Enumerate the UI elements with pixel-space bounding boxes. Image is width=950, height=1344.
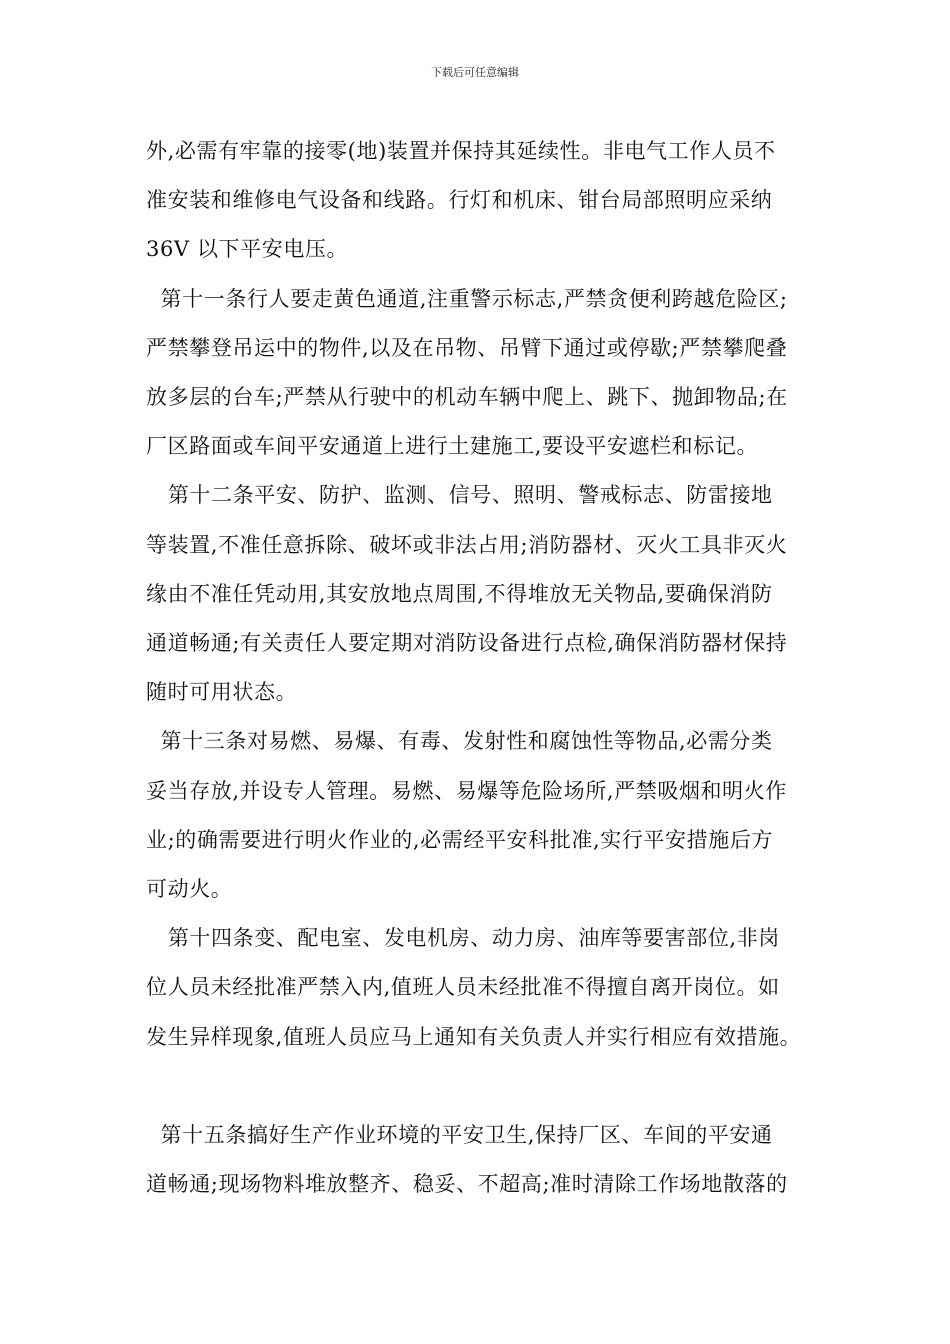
text-line: 第十一条行人要走黄色通道,注重警示标志,严禁贪便利跨越危险区; (146, 286, 788, 311)
text-line: 发生异样现象,值班人员应马上通知有关负责人并实行相应有效措施。 (146, 1024, 802, 1049)
text-line: 厂区路面或车间平安通道上进行土建施工,要设平安遮栏和标记。 (146, 434, 759, 459)
text-line: 通道畅通;有关责任人要定期对消防设备进行点检,确保消防器材保持 (146, 631, 788, 656)
text-line: 第十三条对易燃、易爆、有毒、发射性和腐蚀性等物品,必需分类 (146, 729, 773, 754)
text-line: 36V 以下平安电压。 (146, 237, 349, 262)
paragraph-electrical-safety (146, 127, 810, 275)
page-header-note: 下载后可任意编辑 (431, 66, 519, 79)
text-line: 随时可用状态。 (146, 680, 298, 705)
paragraph-article-11 (146, 275, 810, 472)
text-line: 业;的确需要进行明火作业的,必需经平安科批准,实行平安措施后方 (146, 827, 774, 852)
text-line: 位人员未经批准严禁入内,值班人员未经批准不得擅自离开岗位。如 (146, 975, 780, 1000)
paragraph-article-12 (146, 471, 810, 717)
paragraph-article-15 (146, 1111, 810, 1209)
paragraph-article-13 (146, 717, 810, 914)
text-line: 第十二条平安、防护、监测、信号、照明、警戒标志、防雷接地 (146, 483, 773, 508)
document-body (146, 127, 810, 1209)
text-line: 可动火。 (146, 877, 233, 902)
text-line: 缘由不准任凭动用,其安放地点周围,不得堆放无关物品,要确保消防 (146, 581, 773, 606)
text-line: 外,必需有牢靠的接零(地)装置并保持其延续性。非电气工作人员不 (146, 139, 776, 163)
text-line: 道畅通;现场物料堆放整齐、稳妥、不超高;准时清除工作场地散落的 (146, 1172, 788, 1197)
text-line: 第十五条搞好生产作业环境的平安卫生,保持厂区、车间的平安通 (146, 1122, 773, 1147)
text-line: 准安装和维修电气设备和线路。行灯和机床、钳台局部照明应采纳 (146, 188, 773, 213)
text-line: 放多层的台车;严禁从行驶中的机动车辆中爬上、跳下、抛卸物品;在 (146, 385, 788, 410)
paragraph-gap (146, 1062, 810, 1111)
text-line: 等装置,不准任意拆除、破坏或非法占用;消防器材、灭火工具非灭火 (146, 532, 788, 557)
text-line: 严禁攀登吊运中的物件,以及在吊物、吊臂下通过或停歇;严禁攀爬叠 (146, 335, 788, 360)
text-line: 妥当存放,并设专人管理。易燃、易爆等危险场所,严禁吸烟和明火作 (146, 778, 787, 803)
text-line: 第十四条变、配电室、发电机房、动力房、油库等要害部位,非岗 (146, 926, 780, 951)
paragraph-article-14 (146, 914, 810, 1062)
